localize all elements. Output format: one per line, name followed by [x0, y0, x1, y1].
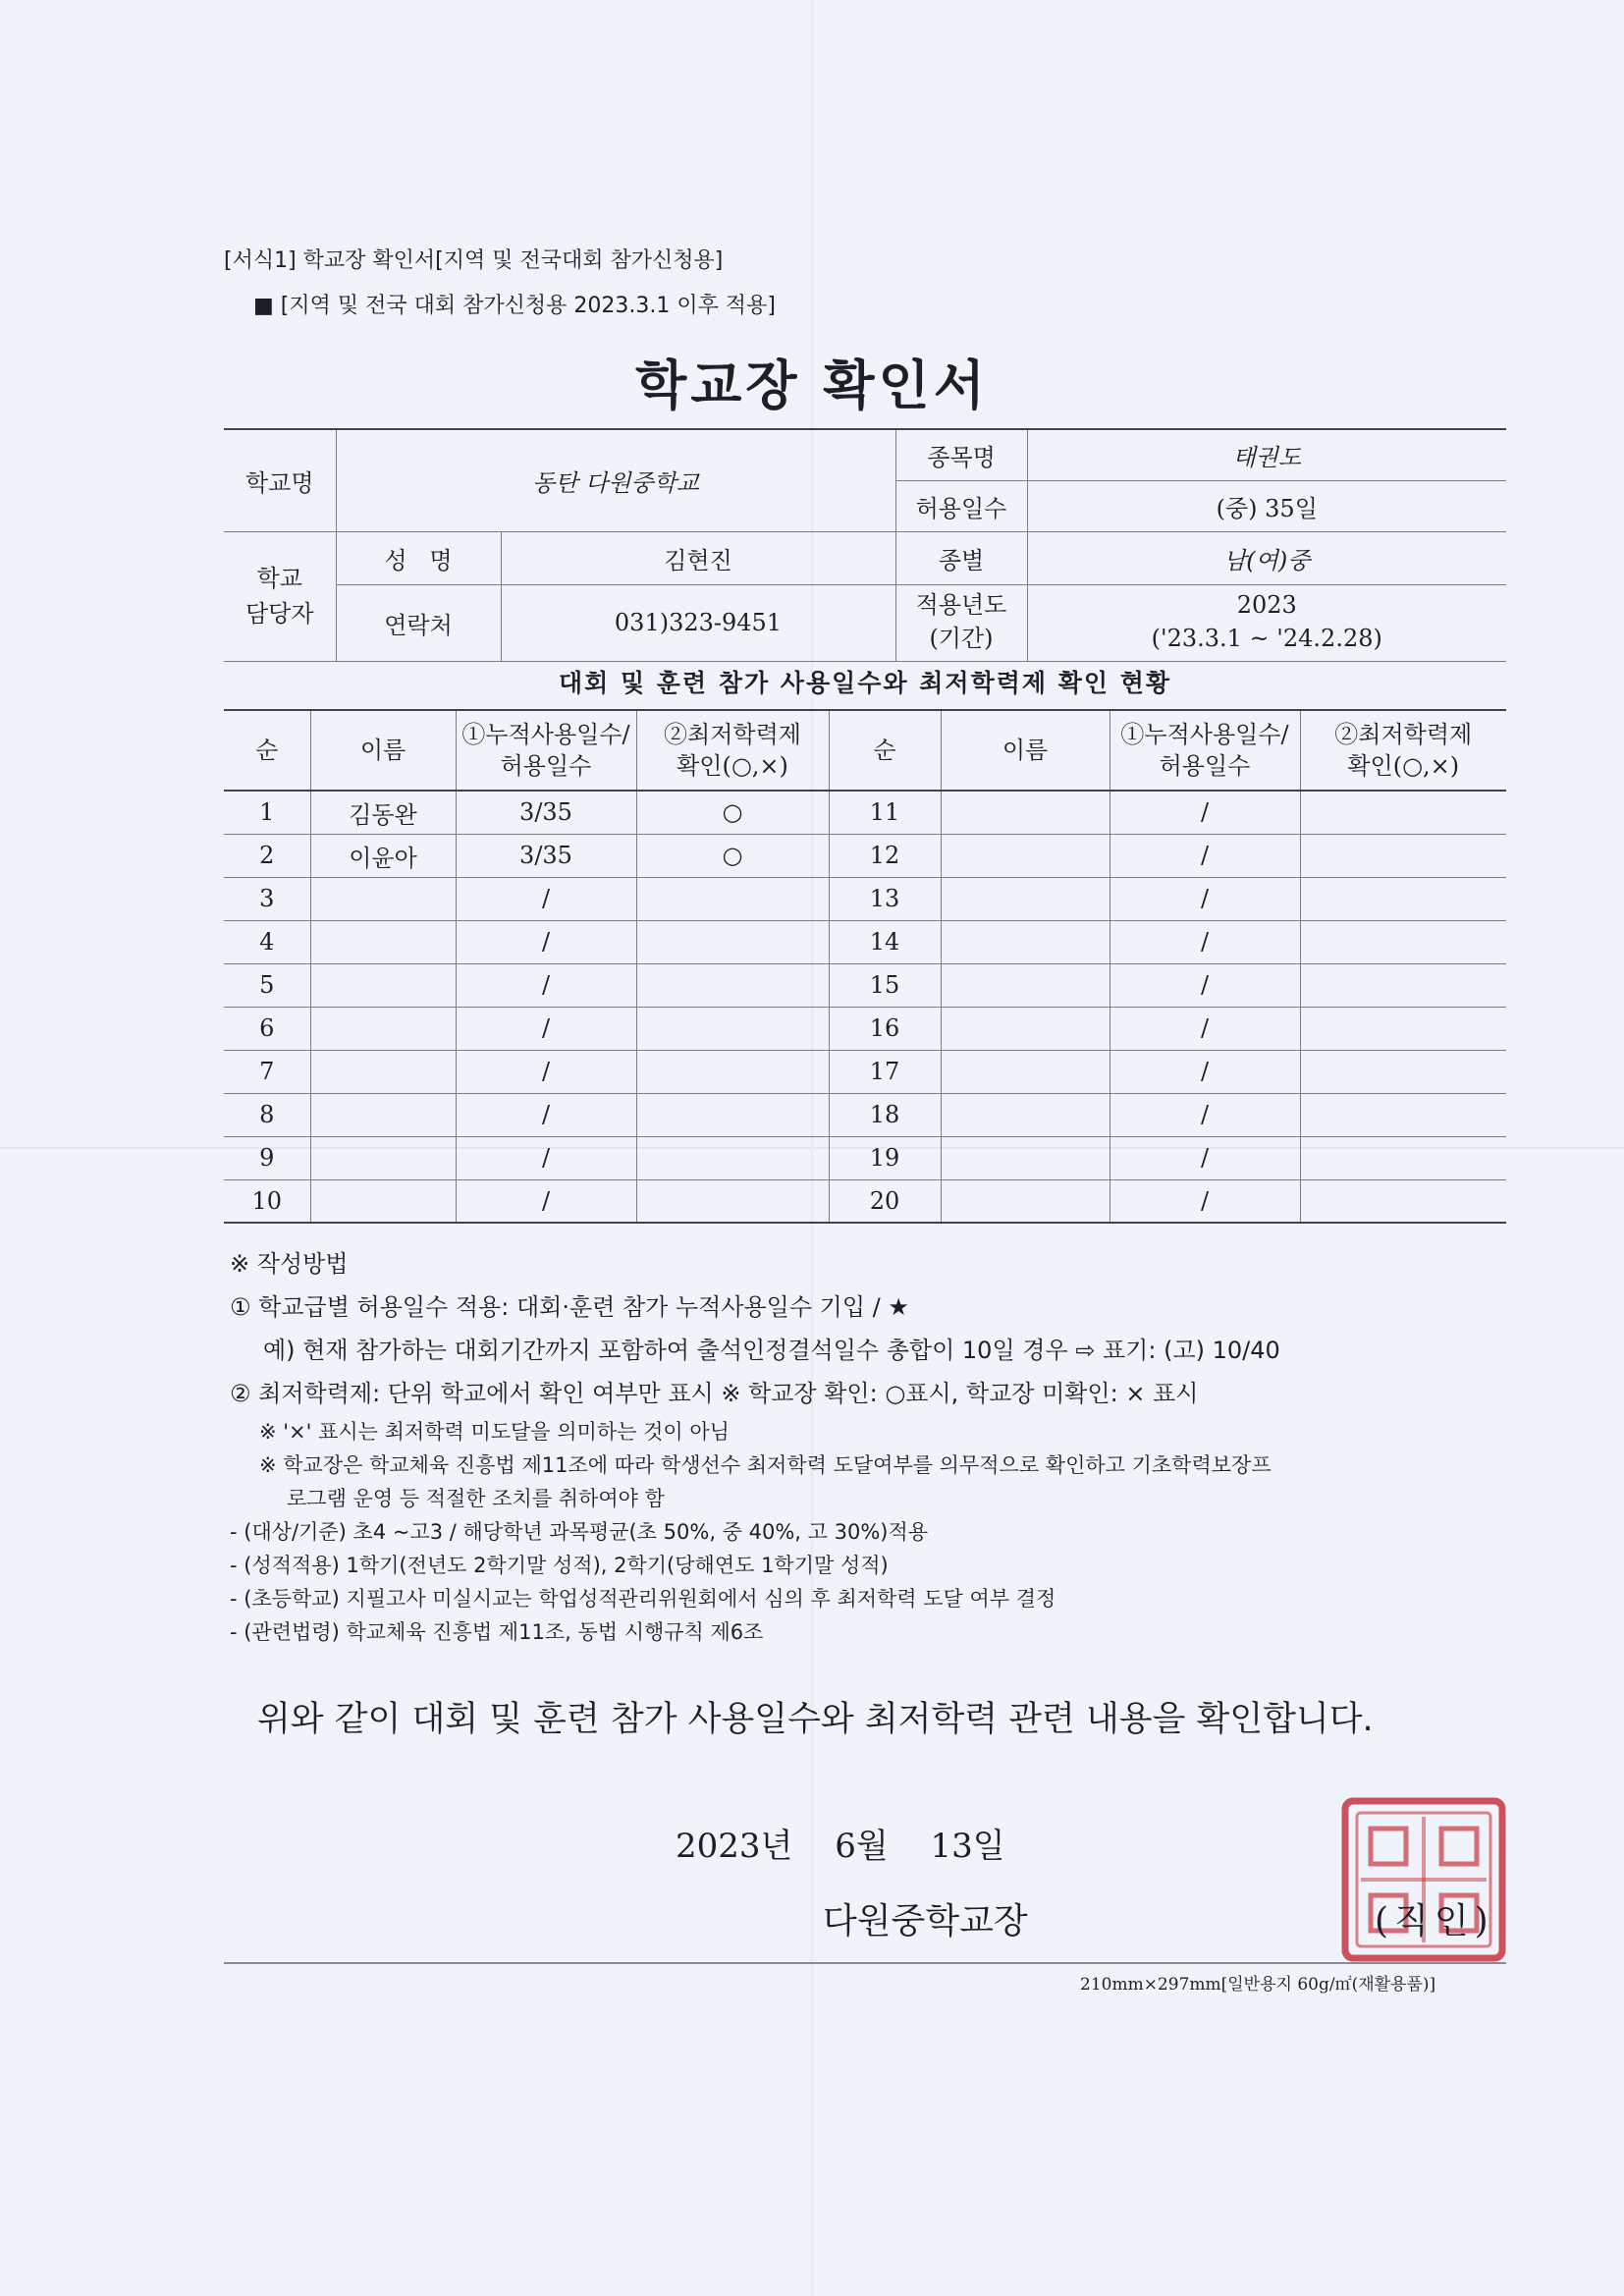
detail-1: - (대상/기준) 초4 ~고3 / 해당학년 과목평균(초 50%, 중 40%, 고 30%)적용 — [230, 1520, 929, 1544]
row-name: 김동완 — [310, 791, 456, 834]
bottom-divider — [224, 1962, 1506, 1964]
date-month: 6월 — [835, 1827, 889, 1866]
header-check-2: ②최저학력제 확인(○,×) — [1300, 710, 1506, 791]
sport-value: 태권도 — [1027, 429, 1506, 480]
header-name: 이름 — [310, 710, 456, 791]
table-row — [224, 1136, 1506, 1179]
header-days: ①누적사용일수/ 허용일수 — [456, 710, 636, 791]
row-days: / — [456, 1007, 636, 1050]
row-name: 이윤아 — [310, 834, 456, 877]
allowed-days-label: 허용일수 — [895, 480, 1027, 531]
row-check-2 — [1300, 920, 1506, 963]
row-name — [310, 1093, 456, 1136]
year-value: 2023 — [1236, 591, 1297, 620]
paper-spec-footer: 210mm×297mm[일반용지 60g/㎡(재활용품)] — [1080, 1975, 1436, 1995]
row-no: 6 — [224, 1007, 310, 1050]
row-days-2: / — [1110, 877, 1300, 920]
sport-label: 종목명 — [895, 429, 1027, 480]
instructions — [230, 1242, 1526, 1649]
manager-name-value: 김현진 — [501, 531, 895, 584]
contact-label: 연락처 — [336, 584, 501, 661]
row-days: / — [456, 1093, 636, 1136]
notes-heading: ※ 작성방법 — [230, 1250, 349, 1278]
row-name-2 — [941, 791, 1110, 834]
issue-date — [676, 1819, 1037, 1867]
row-check — [636, 1136, 829, 1179]
note-1-example: 예) 현재 참가하는 대회기간까지 포함하여 출석인정결석일수 총합이 10일 경우 ⇨ 표기: (고) 10/40 — [263, 1337, 1280, 1364]
sub-note-2-cont: 로그램 운영 등 적절한 조치를 취하여야 함 — [287, 1487, 665, 1510]
table-row — [224, 791, 1506, 834]
gender-label: 종별 — [895, 531, 1027, 584]
row-check-2 — [1300, 791, 1506, 834]
row-check — [636, 1093, 829, 1136]
row-days-2: / — [1110, 834, 1300, 877]
document-title: 학교장 확인서 — [635, 355, 989, 416]
row-name — [310, 963, 456, 1007]
row-days-2: / — [1110, 1136, 1300, 1179]
row-name — [310, 1007, 456, 1050]
table-row — [224, 920, 1506, 963]
header-no-2: 순 — [829, 710, 941, 791]
allowed-days-value: (중) 35일 — [1027, 480, 1506, 531]
row-name-2 — [941, 834, 1110, 877]
contact-value: 031)323-9451 — [501, 584, 895, 661]
header-no: 순 — [224, 710, 310, 791]
confirmation-statement: 위와 같이 대회 및 훈련 참가 사용일수와 최저학력 관련 내용을 확인합니다. — [257, 1700, 1374, 1739]
table-row — [224, 1007, 1506, 1050]
row-no-2: 17 — [829, 1050, 941, 1093]
row-days: 3/35 — [456, 791, 636, 834]
row-days: / — [456, 877, 636, 920]
row-no-2: 15 — [829, 963, 941, 1007]
row-days: / — [456, 1179, 636, 1223]
row-days: / — [456, 920, 636, 963]
row-no: 4 — [224, 920, 310, 963]
row-name — [310, 1050, 456, 1093]
period-value: ('23.3.1 ~ '24.2.28) — [1151, 625, 1382, 652]
row-name-2 — [941, 1050, 1110, 1093]
header-name-2: 이름 — [941, 710, 1110, 791]
row-name-2 — [941, 1007, 1110, 1050]
row-no: 3 — [224, 877, 310, 920]
row-check-2 — [1300, 834, 1506, 877]
row-days-2: / — [1110, 1007, 1300, 1050]
row-check — [636, 877, 829, 920]
row-name-2 — [941, 877, 1110, 920]
row-check: ○ — [636, 834, 829, 877]
note-2: ② 최저학력제: 단위 학교에서 확인 여부만 표시 ※ 학교장 확인: ○표시, 학교장 미확인: × 표시 — [230, 1380, 1199, 1407]
row-days-2: / — [1110, 1179, 1300, 1223]
row-check-2 — [1300, 1136, 1506, 1179]
row-name-2 — [941, 920, 1110, 963]
principal-title: 다원중학교장 — [823, 1901, 1028, 1941]
table-row — [224, 834, 1506, 877]
row-no-2: 18 — [829, 1093, 941, 1136]
participation-table — [224, 709, 1506, 1224]
row-check: ○ — [636, 791, 829, 834]
row-name — [310, 1136, 456, 1179]
school-name-value: 동탄 다원중학교 — [336, 429, 895, 531]
row-days: / — [456, 963, 636, 1007]
table-row — [224, 1050, 1506, 1093]
row-check-2 — [1300, 1179, 1506, 1223]
row-name — [310, 920, 456, 963]
header-days-2: ①누적사용일수/ 허용일수 — [1110, 710, 1300, 791]
sub-note-2: ※ 학교장은 학교체육 진흥법 제11조에 따라 학생선수 최저학력 도달여부를 의무적으로 확인하고 기초학력보장프 — [259, 1453, 1272, 1477]
row-no-2: 20 — [829, 1179, 941, 1223]
row-no-2: 13 — [829, 877, 941, 920]
row-days-2: / — [1110, 1093, 1300, 1136]
row-no: 8 — [224, 1093, 310, 1136]
detail-4: - (관련법령) 학교체육 진흥법 제11조, 동법 시행규칙 제6조 — [230, 1620, 764, 1644]
table-row — [224, 1093, 1506, 1136]
row-name-2 — [941, 1179, 1110, 1223]
row-check — [636, 1179, 829, 1223]
row-days-2: / — [1110, 791, 1300, 834]
date-year: 2023년 — [676, 1827, 793, 1866]
table-row — [224, 963, 1506, 1007]
sub-note-1: ※ '×' 표시는 최저학력 미도달을 의미하는 것이 아님 — [259, 1420, 730, 1444]
row-check-2 — [1300, 1093, 1506, 1136]
header-check: ②최저학력제 확인(○,×) — [636, 710, 829, 791]
detail-3: - (초등학교) 지필고사 미실시교는 학업성적관리위원회에서 심의 후 최저학력 도달 여부 결정 — [230, 1587, 1056, 1611]
school-name-label: 학교명 — [224, 429, 336, 531]
row-check — [636, 963, 829, 1007]
row-no-2: 11 — [829, 791, 941, 834]
row-no-2: 12 — [829, 834, 941, 877]
row-days: / — [456, 1050, 636, 1093]
table-row — [224, 877, 1506, 920]
row-check — [636, 920, 829, 963]
row-check — [636, 1007, 829, 1050]
seal-mark: (직인) — [1375, 1901, 1494, 1941]
manager-label: 학교 담당자 — [224, 531, 336, 661]
row-no: 2 — [224, 834, 310, 877]
row-name-2 — [941, 1093, 1110, 1136]
row-days: 3/35 — [456, 834, 636, 877]
row-check-2 — [1300, 1050, 1506, 1093]
row-days-2: / — [1110, 963, 1300, 1007]
row-name — [310, 877, 456, 920]
row-no-2: 14 — [829, 920, 941, 963]
row-no: 9 — [224, 1136, 310, 1179]
row-days-2: / — [1110, 920, 1300, 963]
row-check — [636, 1050, 829, 1093]
row-no: 7 — [224, 1050, 310, 1093]
row-no-2: 16 — [829, 1007, 941, 1050]
school-info-table — [224, 428, 1506, 662]
row-no: 5 — [224, 963, 310, 1007]
row-name-2 — [941, 1136, 1110, 1179]
row-name — [310, 1179, 456, 1223]
row-days-2: / — [1110, 1050, 1300, 1093]
row-check-2 — [1300, 963, 1506, 1007]
note-1: ① 학교급별 허용일수 적용: 대회·훈련 참가 누적사용일수 기입 / ★ — [230, 1293, 909, 1321]
form-subtitle: ■ [지역 및 전국 대회 참가신청용 2023.3.1 이후 적용] — [253, 294, 776, 318]
manager-name-label: 성 명 — [336, 531, 501, 584]
section-title: 대회 및 훈련 참가 사용일수와 최저학력제 확인 현황 — [558, 669, 1172, 697]
row-check-2 — [1300, 877, 1506, 920]
date-day: 13일 — [930, 1827, 1005, 1866]
row-no: 10 — [224, 1179, 310, 1223]
gender-value: 남(여)중 — [1027, 531, 1506, 584]
row-check-2 — [1300, 1007, 1506, 1050]
year-label: 적용년도 (기간) — [895, 584, 1027, 661]
row-name-2 — [941, 963, 1110, 1007]
year-cell — [1027, 584, 1506, 661]
row-no-2: 19 — [829, 1136, 941, 1179]
detail-2: - (성적적용) 1학기(전년도 2학기말 성적), 2학기(당해연도 1학기말 성적) — [230, 1554, 889, 1577]
row-no: 1 — [224, 791, 310, 834]
form-label: [서식1] 학교장 확인서[지역 및 전국대회 참가신청용] — [224, 248, 724, 273]
table-row — [224, 1179, 1506, 1223]
row-days: / — [456, 1136, 636, 1179]
table-header-row — [224, 710, 1506, 791]
